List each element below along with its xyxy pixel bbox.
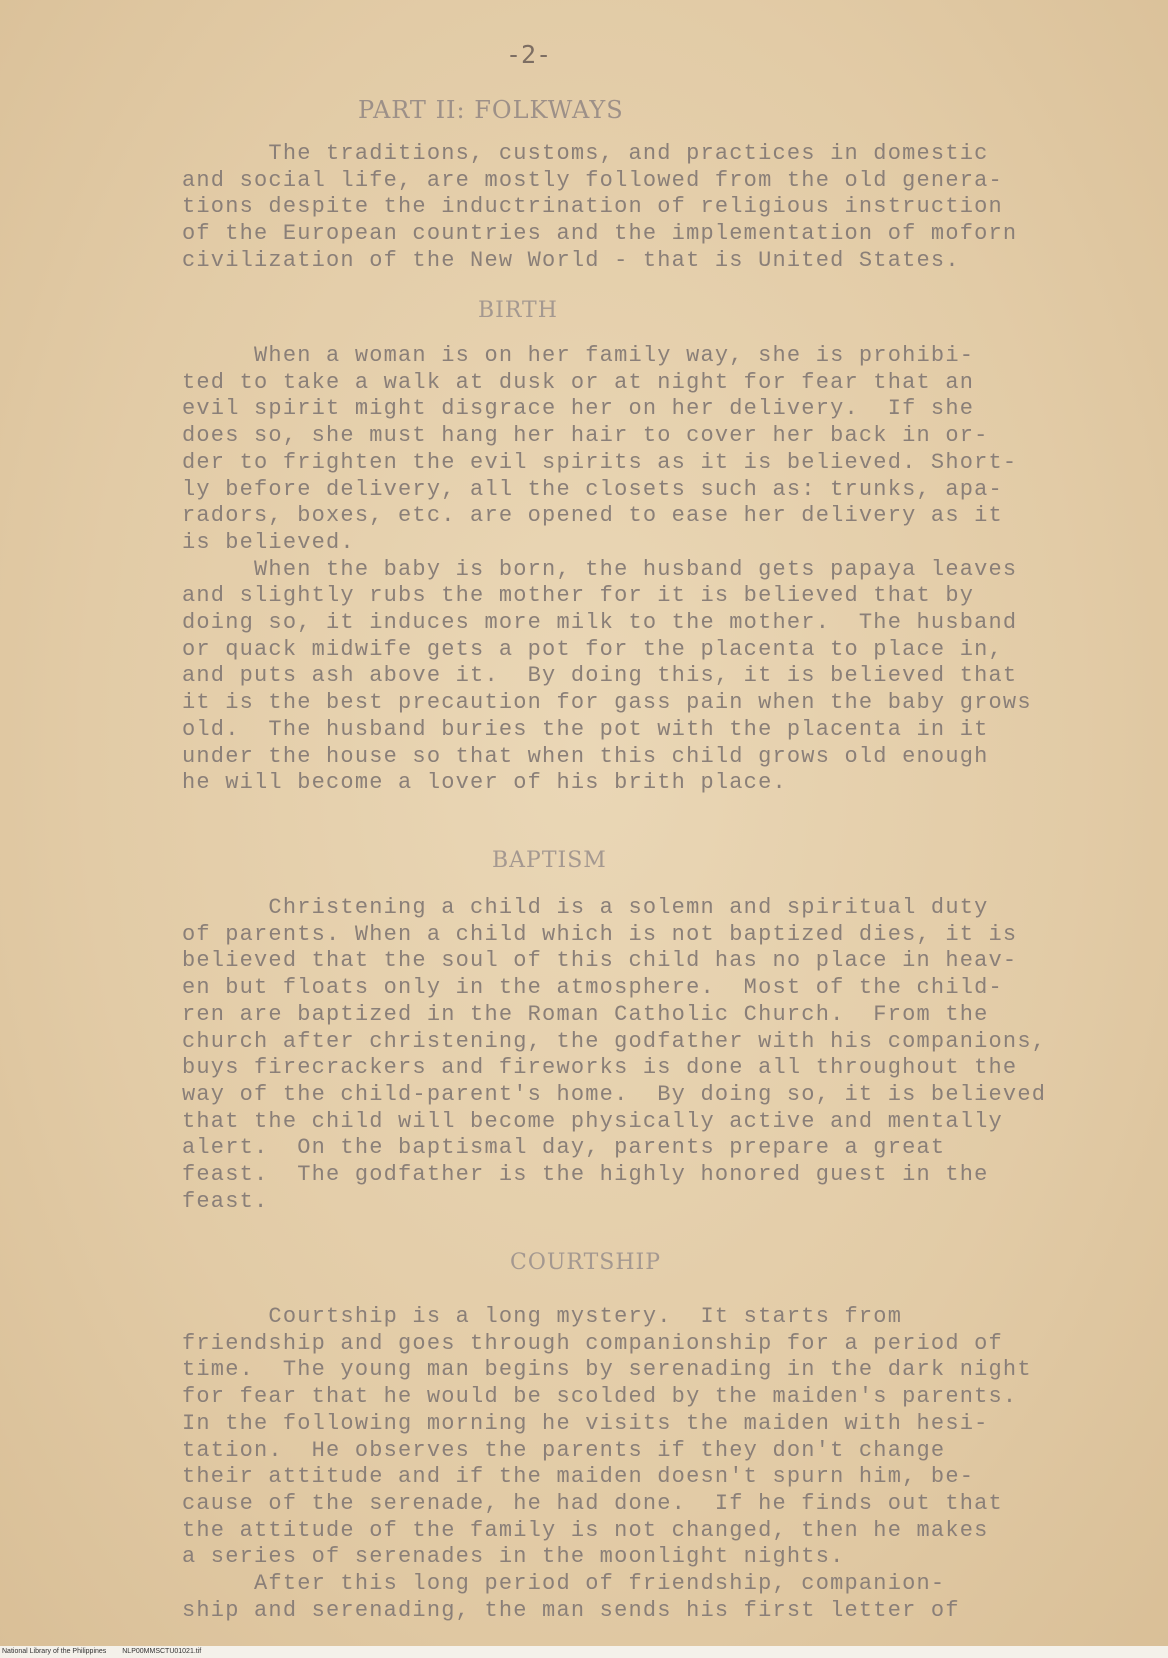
intro-paragraph: The traditions, customs, and practices in domestic and social life, are mostly followed from the old genera- tions despite the inductrination of religious instruction of the European countries and the implementation of moforn civilization of the New World - that is United States. [182, 141, 1018, 273]
part-title: PART II: FOLKWAYS [358, 96, 624, 124]
footer-filename: NLP00MMSCTU01021.tif [122, 1648, 202, 1655]
courtship-paragraph: Courtship is a long mystery. It starts from friendship and goes through companionship for a period of time. The young man begins by serenading in the dark night for fear that he would be scolded by the maiden's parents. In the following morning he visits the maiden with hesi- tation. He observes the parents if they don't change their attitude and if the maiden doesn't spurn him, be- cause of the serenade, he had done. If he finds out that the attitude of the family is not changed, then he makes a series of serenades in the moonlight nights. After this long period of friendship, companion- ship and serenading, the man sends his first letter of [182, 1304, 1032, 1623]
scan-footer [0, 1646, 1168, 1658]
footer-institution: National Library of the Philippines [2, 1648, 107, 1655]
page-number: -2- [506, 40, 552, 69]
heading-baptism: BAPTISM [492, 848, 607, 873]
birth-paragraph: When a woman is on her family way, she is prohibi- ted to take a walk at dusk or at night for fear that an evil spirit might disgrace her on her delivery. If she does so, she must hang her hair to cover her back in or- der to frighten the evil spirits as it is believed. Short- ly before delivery, all the closets such as: trunks, apa- radors, boxes, etc. are opened to ease her delivery as it is believed. When the baby is born, the husband gets papaya leaves and slightly rubs the mother for it is believed that by doing so, it induces more milk to the mother. The husband or quack midwife gets a pot for the placenta to place in, and puts ash above it. By doing this, it is believed that it is the best precaution for gass pain when the baby grows old. The husband buries the pot with the placenta in it under the house so that when this child grows old enough he will become a lover of his brith place. [182, 343, 1032, 796]
heading-birth: BIRTH [478, 298, 558, 323]
baptism-paragraph: Christening a child is a solemn and spiritual duty of parents. When a child which is not baptized dies, it is believed that the soul of this child has no place in heav- en but floats only in the atmosphere. Most of the child- ren are baptized in the Roman Catholic Church. From the church after christening, the godfather with his companions, buys firecrackers and fireworks is done all throughout the way of the child-parent's home. By doing so, it is believed that the child will become physically active and mentally alert. On the baptismal day, parents prepare a great feast. The godfather is the highly honored guest in the feast. [182, 895, 1047, 1214]
heading-courtship: COURTSHIP [510, 1250, 662, 1275]
